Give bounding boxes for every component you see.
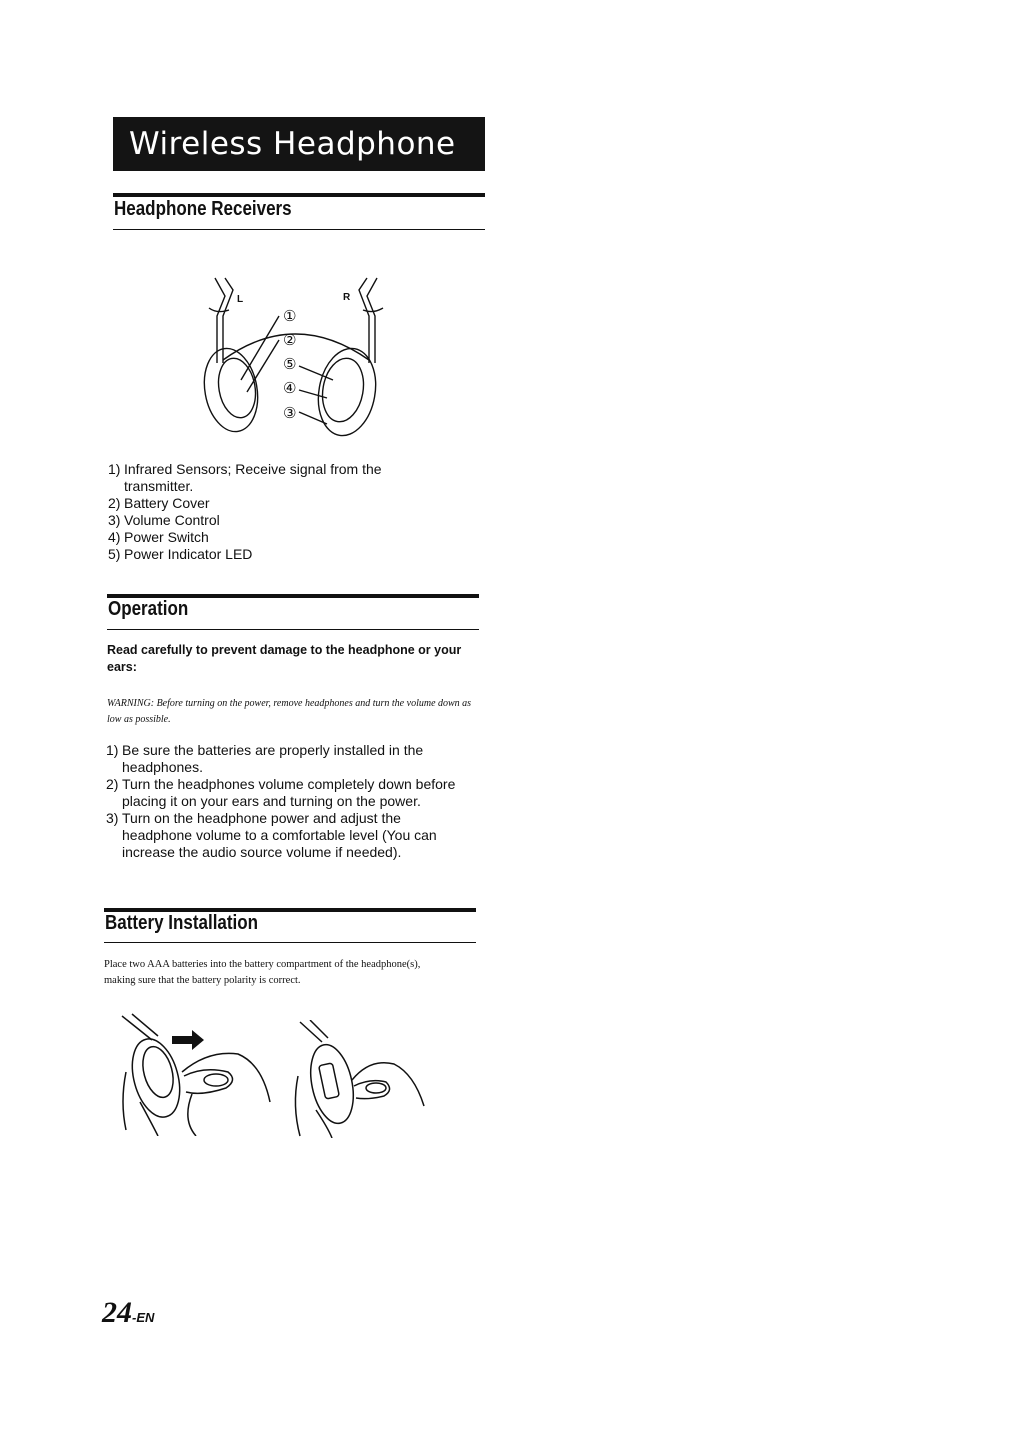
section-heading-battery: Battery Installation <box>105 912 259 934</box>
right-label: R <box>343 292 351 303</box>
list-item: 4) Power Switch <box>108 529 209 545</box>
section-rule <box>113 193 485 197</box>
arrow-right-icon <box>172 1030 204 1050</box>
section-heading-operation: Operation <box>108 598 189 620</box>
list-item: 2) Turn the headphones volume completely down before placing it on your ears and turning on the power. <box>106 776 456 809</box>
callout-3: ③ <box>283 404 297 422</box>
callout-5: ⑤ <box>283 355 297 373</box>
list-item: 1) Be sure the batteries are properly installed in the headphones. <box>106 742 424 775</box>
callout-1: ① <box>283 307 297 325</box>
callout-2: ② <box>283 331 297 349</box>
section-underline <box>107 629 479 630</box>
list-item: 3) Turn on the headphone power and adjust the headphone volume to a comfortable level (You can increase the audio source volume if needed). <box>106 810 437 860</box>
list-item: 3) Volume Control <box>108 512 220 528</box>
section-underline <box>113 229 485 230</box>
operation-steps <box>106 742 466 861</box>
page-title: Wireless Headphone <box>113 117 485 171</box>
list-item: 5) Power Indicator LED <box>108 546 253 562</box>
callout-4: ④ <box>283 379 297 397</box>
battery-installation-illustration-2 <box>286 1020 432 1138</box>
list-item: 2) Battery Cover <box>108 495 210 511</box>
operation-intro: Read carefully to prevent damage to the headphone or your ears: <box>107 643 462 674</box>
left-label: L <box>237 294 244 305</box>
list-item: 1) Infrared Sensors; Receive signal from the transmitter. <box>108 461 382 494</box>
section-heading-receivers: Headphone Receivers <box>114 198 292 220</box>
page-number: 24-EN <box>102 1296 155 1329</box>
battery-instructions: Place two AAA batteries into the battery compartment of the headphone(s), making sure that the battery polarity is correct. <box>104 959 421 986</box>
operation-warning: WARNING: Before turning on the power, remove headphones and turn the volume down as low as possible. <box>107 698 472 725</box>
headphone-receiver-diagram <box>195 268 395 444</box>
section-underline <box>104 942 476 943</box>
page-language-suffix: -EN <box>132 1310 155 1325</box>
receiver-parts-list <box>108 461 418 563</box>
battery-installation-illustration-1 <box>112 1012 282 1136</box>
